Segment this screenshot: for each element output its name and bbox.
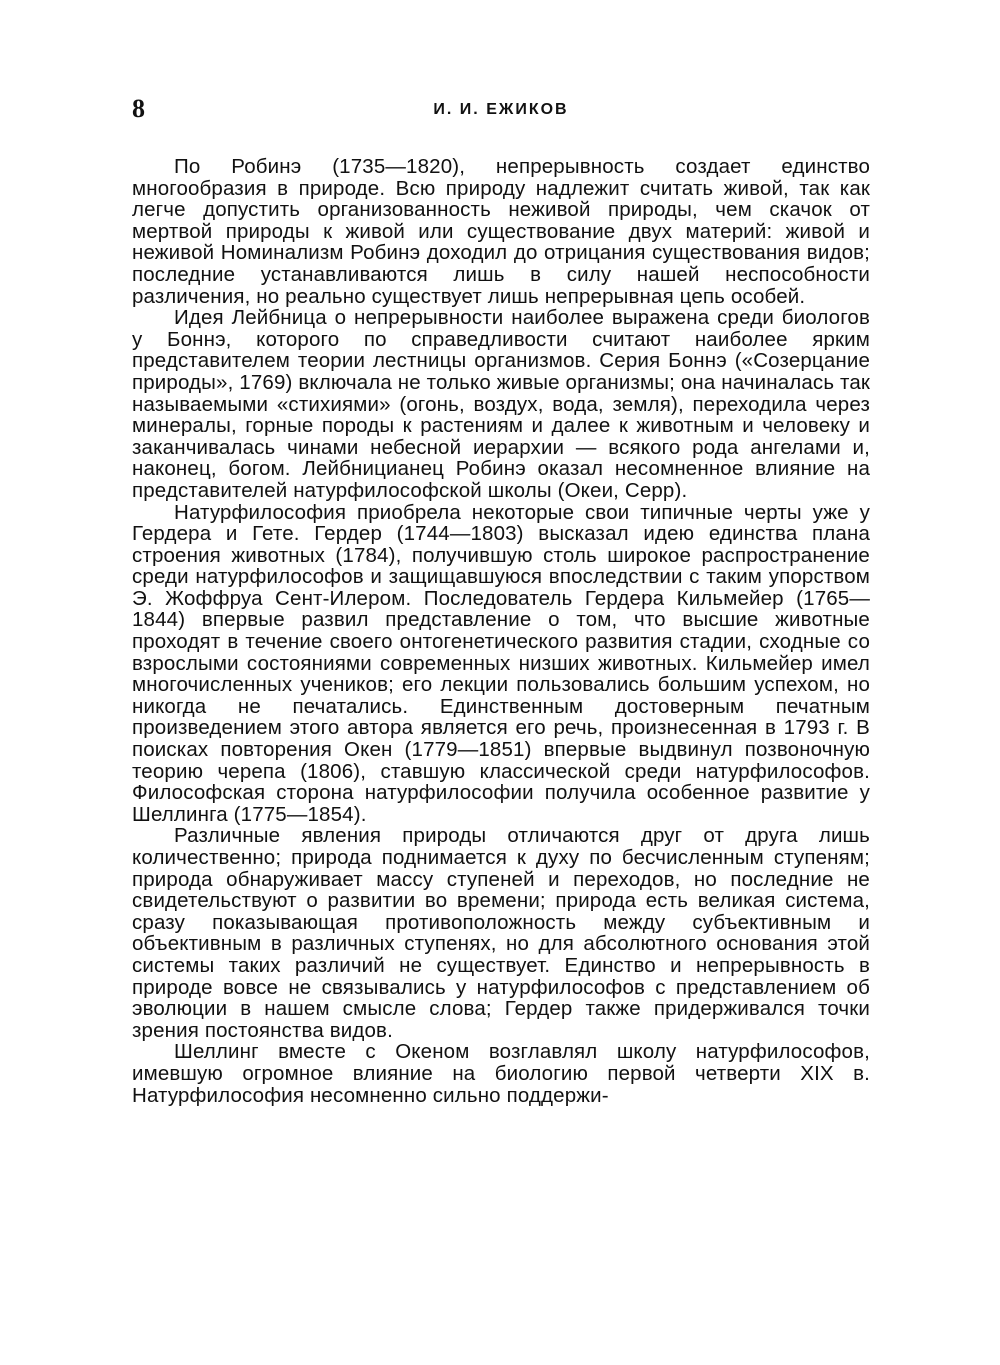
paragraph-robinet: По Робинэ (1735—1820), непрерывность создает единство многообразия в природе. Всю природу надлежит считать живой, так как легче допустить организованность неживой природы, чем скачок от мертвой природы к живой или существование двух материй: живой и неживой Номинализм Робинэ доходил до отрицания существования видов; последние устанавливаются лишь в силу нашей неспособности различения, но реально существует лишь непрерывная цепь особей. xyxy=(132,155,870,308)
page-number: 8 xyxy=(132,94,145,123)
paragraph-nature-stages: Различные явления природы отличаются друг от друга лишь количественно; природа поднимается к духу по бесчисленным ступеням; природа обнаруживает массу ступеней и переходов, но последние не свидетельствуют о развитии во времени; природа есть великая система, сразу показывающая противоположность между субъективным и объективным в различных ступенях, но для абсолютного основания этой системы таких различий не существует. Единство и непрерывность в природе вовсе не связывались у натурфилософов с представлением об эволюции в нашем смысле слова; Гердер также придерживался точки зрения постоянства видов. xyxy=(132,824,870,1042)
running-head-author: И. И. ЕЖИКОВ xyxy=(433,101,569,118)
paragraph-naturphilosophie: Натурфилософия приобрела некоторые свои типичные черты уже у Гердера и Гете. Гердер (1744—1803) высказал идею единства плана строения животных (1784), получившую столь широкое распространение среди натурфилософов и защищавшуюся впоследствии с таким упорством Э. Жоффруа Сент-Илером. Последователь Гердера Кильмейер (1765—1844) впервые развил представление о том, что высшие животные проходят в течение своего онтогенетического развития стадии, сходные со взрослыми состояниями современных низших животных. Кильмейер имел многочисленных учеников; его лекции пользовались большим успехом, но никогда не печатались. Единственным достоверным печатным произведением этого автора является его речь, произнесенная в 1793 г. В поисках повторения Окен (1779—1851) впервые выдвинул позвоночную теорию черепа (1806), ставшую классической среди натурфилософов. Философская сторона натурфилософии получила особенное развитие у Шеллинга (1775—1854). xyxy=(132,500,870,826)
paragraph-schelling: Шеллинг вместе с Океном возглавлял школу натурфилософов, имевшую огромное влияние на биологию первой четверти XIX в. Натурфилософия несомненно сильно поддержи- xyxy=(132,1040,870,1107)
running-head xyxy=(132,94,870,124)
body-text xyxy=(132,156,870,1106)
paragraph-leibniz-bonnet: Идея Лейбница о непрерывности наиболее выражена среди биологов у Боннэ, которого по справедливости считают наиболее ярким представителем теории лестницы организмов. Серия Боннэ («Созерцание природы», 1769) включала не только живые организмы; она начиналась так называемыми «стихиями» (огонь, воздух, вода, земля), переходила через минералы, горные породы к растениям и далее к животным и человеку и заканчивалась чинами небесной иерархии — всякого рода ангелами и, наконец, богом. Лейбницианец Робинэ оказал несомненное влияние на представителей натурфилософской школы (Океи, Серр). xyxy=(132,306,870,502)
